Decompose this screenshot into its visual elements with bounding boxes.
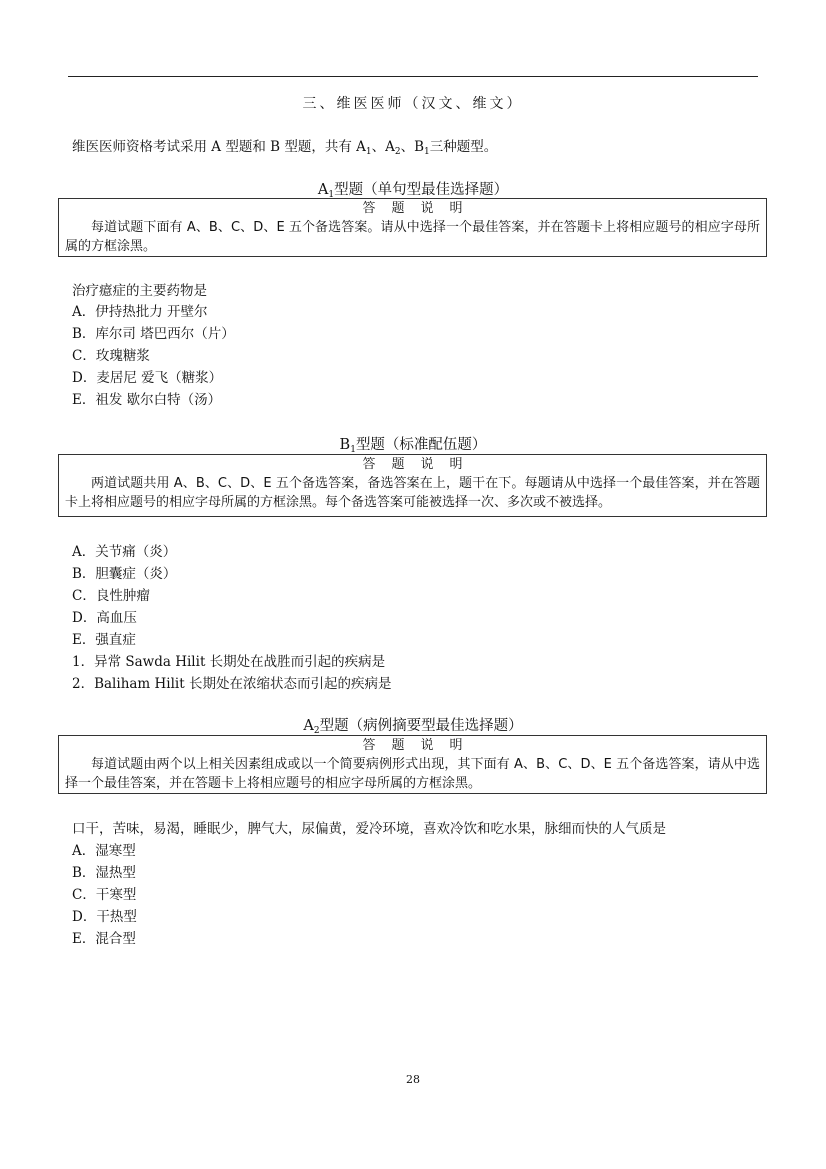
b1-instructions-box — [58, 454, 767, 517]
a1-option-c: C．玫瑰糖浆 — [72, 348, 150, 364]
b1-option-d: D．高血压 — [72, 610, 137, 626]
a1-option-d: D．麦居尼 爱飞（糖浆） — [72, 370, 223, 386]
b1-box-title: 答题说明 — [362, 457, 479, 472]
a2-heading: $A_2$型题（病例摘要型最佳选择题） — [303, 718, 523, 736]
b1-question-2: 2．Baliham Hilit 长期处在浓缩状态而引起的疾病是 — [72, 676, 392, 692]
a1-option-b: B．库尔司 塔巴西尔（片） — [72, 326, 235, 342]
a2-option-a: A．湿寒型 — [72, 843, 136, 859]
b1-question-1: 1．异常 Sawda Hilit 长期处在战胜而引起的疾病是 — [72, 654, 386, 670]
a1-option-a: A．伊持热批力 开壁尔 — [72, 304, 208, 320]
b1-option-c: C．良性肿瘤 — [72, 588, 150, 604]
a2-box-title: 答题说明 — [362, 738, 479, 753]
b1-box-text: 两道试题共用 A、B、C、D、E 五个备选答案，备选答案在上，题干在下。每题请从中选择一个最佳答案，并在答题卡上将相应题号的相应字母所属的方框涂黑。每个备选答案可能被选择一次、多次或不被选择。 — [65, 476, 760, 510]
b1-heading: $B_1$型题（标准配伍题） — [339, 437, 487, 455]
header-rule — [68, 76, 758, 77]
a2-option-d: D．干热型 — [72, 909, 137, 925]
page-number: 28 — [406, 1073, 420, 1086]
a1-box-title: 答题说明 — [362, 201, 479, 216]
a2-option-b: B．湿热型 — [72, 865, 136, 881]
a1-box-text: 每道试题下面有 A、B、C、D、E 五个备选答案。请从中选择一个最佳答案，并在答题卡上将相应题号的相应字母所属的方框涂黑。 — [65, 220, 760, 254]
a2-option-c: C．干寒型 — [72, 887, 137, 903]
a2-question: 口干，苦味，易渴，睡眠少，脾气大，尿偏黄，爱冷环境，喜欢冷饮和吃水果，脉细而快的人气质是 — [72, 821, 666, 837]
b1-option-e: E．强直症 — [72, 632, 136, 648]
a2-box-text: 每道试题由两个以上相关因素组成或以一个简要病例形式出现，其下面有 A、B、C、D、E 五个备选答案，请从中选择一个最佳答案，并在答题卡上将相应题号的相应字母所属的方框涂黑。 — [65, 757, 760, 791]
a1-option-e: E．祖发 歇尔白特（汤） — [72, 392, 222, 408]
a2-instructions-box — [58, 735, 767, 794]
b1-option-a: A．关节痛（炎） — [72, 544, 177, 560]
a2-option-e: E．混合型 — [72, 931, 136, 947]
intro-text: 维医医师资格考试采用 A 型题和 B 型题，共有 $A_1$、$A_2$、$B_1$三种题型。 — [72, 139, 498, 157]
b1-option-b: B．胆囊症（炎） — [72, 566, 177, 582]
section-title: 三、维医医师（汉文、维文） — [302, 96, 524, 112]
a1-instructions-box — [58, 198, 767, 257]
a1-question: 治疗癔症的主要药物是 — [72, 283, 207, 299]
a1-heading: $A_1$型题（单句型最佳选择题） — [317, 182, 509, 200]
